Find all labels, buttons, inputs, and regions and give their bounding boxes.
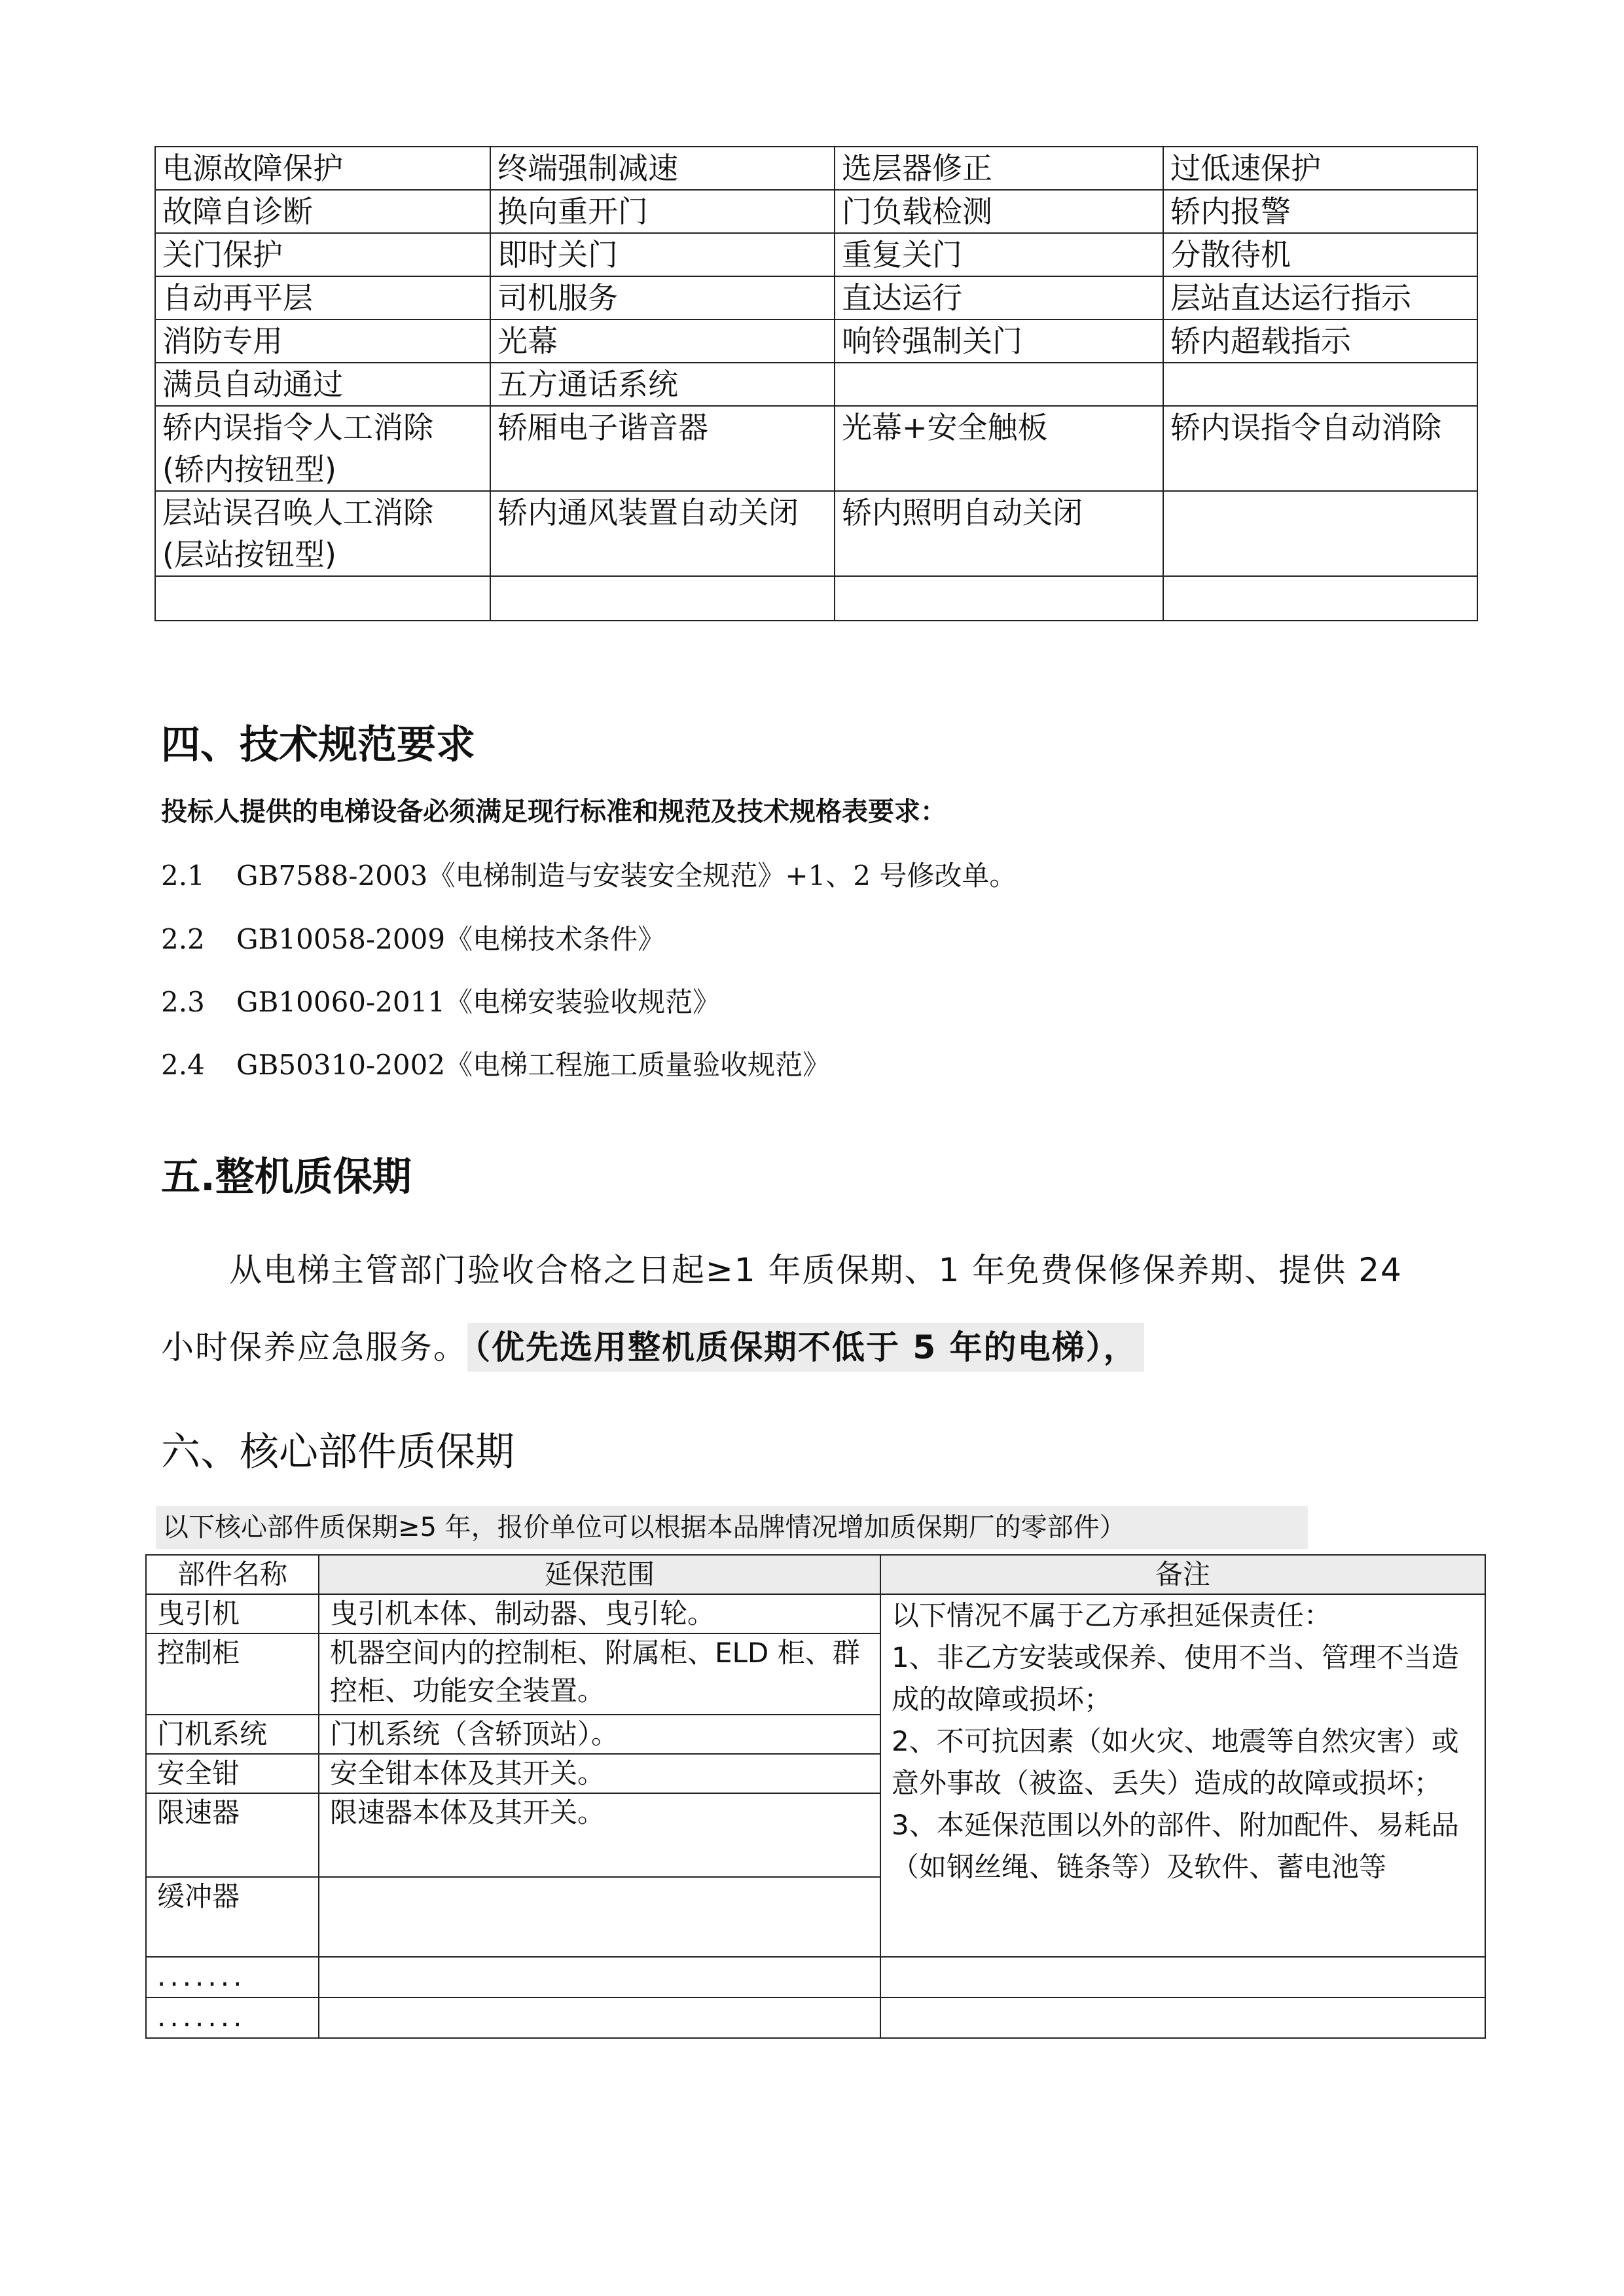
warranty-scope <box>319 1957 880 1997</box>
warranty-scope: 限速器本体及其开关。 <box>319 1793 880 1877</box>
table-cell: 层站误召唤人工消除 (层站按钮型) <box>155 491 490 576</box>
table-cell: 满员自动通过 <box>155 363 490 406</box>
table-cell: 门负载检测 <box>835 190 1163 233</box>
table-cell: 轿内误指令自动消除 <box>1163 406 1477 491</box>
table-cell: 换向重开门 <box>490 190 835 233</box>
standard-number: 2.2 <box>161 923 205 955</box>
table-cell: 关门保护 <box>155 233 490 276</box>
section-note: 以下核心部件质保期≥5 年，报价单位可以根据本品牌情况增加质保期厂的零部件） <box>156 1506 1308 1549</box>
table-cell: 电源故障保护 <box>155 147 490 190</box>
standard-item <box>161 918 665 957</box>
part-name: 安全钳 <box>146 1754 319 1793</box>
standard-text: GB7588-2003《电梯制造与安装安全规范》+1、2 号修改单。 <box>236 860 1017 892</box>
table-cell: 轿内通风装置自动关闭 <box>490 491 835 576</box>
table-row <box>155 233 1477 276</box>
warranty-scope <box>319 1877 880 1957</box>
table-header-row <box>146 1555 1485 1594</box>
warranty-scope: 机器空间内的控制柜、附属柜、ELD 柜、群控柜、功能安全装置。 <box>319 1633 880 1715</box>
table-cell: 轿内报警 <box>1163 190 1477 233</box>
section-intro: 投标人提供的电梯设备必须满足现行标准和规范及技术规格表要求： <box>161 797 947 827</box>
table-row <box>155 147 1477 190</box>
column-header: 备注 <box>880 1555 1485 1594</box>
table-cell: 重复关门 <box>835 233 1163 276</box>
standard-number: 2.4 <box>161 1049 205 1081</box>
table-cell: 五方通话系统 <box>490 363 835 406</box>
table-cell <box>1163 363 1477 406</box>
part-name: 控制柜 <box>146 1633 319 1715</box>
table-cell: 轿内照明自动关闭 <box>835 491 1163 576</box>
standard-number: 2.1 <box>161 860 205 892</box>
table-row <box>155 406 1477 491</box>
table-row <box>146 1997 1485 2038</box>
table-cell: 自动再平层 <box>155 276 490 319</box>
part-name: 曳引机 <box>146 1594 319 1633</box>
warranty-table <box>145 1554 1486 2039</box>
table-cell: 选层器修正 <box>835 147 1163 190</box>
table-row <box>155 190 1477 233</box>
standard-text: GB10058-2009《电梯技术条件》 <box>236 923 666 955</box>
highlighted-text: （优先选用整机质保期不低于 5 年的电梯）， <box>467 1323 1144 1372</box>
table-row <box>155 319 1477 363</box>
table-row <box>155 576 1477 621</box>
remarks-cell: 以下情况不属于乙方承担延保责任： 1、非乙方安装或保养、使用不当、管理不当造成的故障或损坏； 2、不可抗因素（如火灾、地震等自然灾害）或意外事故（被盗、丢失）造成的故障或损坏； 3、本延保范围以外的部件、附加配件、易耗品（如钢丝绳、链条等）及软件、蓄电池等 <box>880 1594 1485 1957</box>
table-cell: 分散待机 <box>1163 233 1477 276</box>
table-cell <box>490 576 835 621</box>
table-cell <box>1163 576 1477 621</box>
table-cell <box>1163 491 1477 576</box>
table-row <box>155 363 1477 406</box>
paragraph-line <box>161 1321 1144 1368</box>
table-cell: 光幕+安全触板 <box>835 406 1163 491</box>
paragraph-text: 小时保养应急服务。 <box>161 1328 467 1366</box>
table-cell <box>835 363 1163 406</box>
remarks-cell-empty <box>880 1957 1485 1997</box>
standard-text: GB10060-2011《电梯安装验收规范》 <box>236 986 721 1018</box>
section-title: 四、技术规范要求 <box>161 722 475 768</box>
table-cell: 即时关门 <box>490 233 835 276</box>
standard-number: 2.3 <box>161 986 205 1018</box>
table-cell: 消防专用 <box>155 319 490 363</box>
table-cell: 司机服务 <box>490 276 835 319</box>
column-header: 部件名称 <box>146 1555 319 1594</box>
table-cell: 过低速保护 <box>1163 147 1477 190</box>
section-title: 五.整机质保期 <box>161 1154 412 1200</box>
paragraph-line: 从电梯主管部门验收合格之日起≥1 年质保期、1 年免费保修保养期、提供 24 <box>229 1251 1403 1289</box>
table-cell: 终端强制减速 <box>490 147 835 190</box>
part-name: 限速器 <box>146 1793 319 1877</box>
standard-item <box>161 1044 830 1083</box>
standard-item <box>161 854 1017 894</box>
table-cell: 光幕 <box>490 319 835 363</box>
table-cell: 直达运行 <box>835 276 1163 319</box>
functions-table <box>154 146 1478 621</box>
standard-text: GB50310-2002《电梯工程施工质量验收规范》 <box>236 1049 831 1081</box>
table-row <box>155 491 1477 576</box>
table-cell: 响铃强制关门 <box>835 319 1163 363</box>
standard-item <box>161 981 720 1020</box>
table-cell: 轿内超载指示 <box>1163 319 1477 363</box>
table-cell: 轿内误指令人工消除 (轿内按钮型) <box>155 406 490 491</box>
warranty-scope <box>319 1997 880 2038</box>
warranty-scope: 曳引机本体、制动器、曳引轮。 <box>319 1594 880 1633</box>
part-name: 门机系统 <box>146 1715 319 1754</box>
table-cell: 故障自诊断 <box>155 190 490 233</box>
section-title: 六、核心部件质保期 <box>161 1429 514 1475</box>
table-cell: 层站直达运行指示 <box>1163 276 1477 319</box>
table-row <box>146 1957 1485 1997</box>
table-row <box>146 1594 1485 1633</box>
table-cell: 轿厢电子谐音器 <box>490 406 835 491</box>
part-name: 缓冲器 <box>146 1877 319 1957</box>
remarks-cell-empty <box>880 1997 1485 2038</box>
column-header: 延保范围 <box>319 1555 880 1594</box>
warranty-scope: 门机系统（含轿顶站）。 <box>319 1715 880 1754</box>
table-cell <box>835 576 1163 621</box>
table-cell <box>155 576 490 621</box>
table-row <box>155 276 1477 319</box>
warranty-scope: 安全钳本体及其开关。 <box>319 1754 880 1793</box>
part-name: ....... <box>146 1997 319 2038</box>
part-name: ....... <box>146 1957 319 1997</box>
